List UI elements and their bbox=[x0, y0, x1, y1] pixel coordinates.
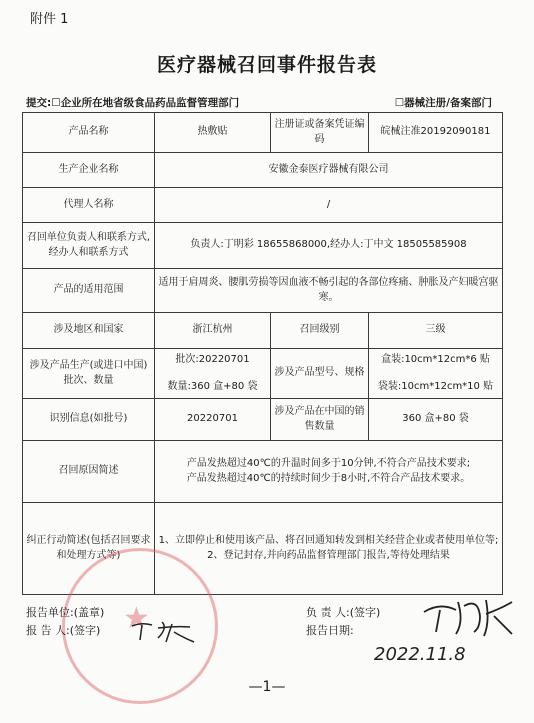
row-reason bbox=[23, 441, 503, 503]
reason-cell bbox=[155, 441, 503, 503]
report-unit-label: 报告单位:(盖章) bbox=[26, 606, 105, 619]
manufacturer-label: 生产企业名称 bbox=[23, 153, 155, 188]
model-label: 涉及产品型号、规格 bbox=[271, 349, 369, 399]
seal-star-icon: ★ bbox=[123, 601, 150, 636]
recall-report-table bbox=[22, 112, 503, 595]
row-scope bbox=[23, 269, 503, 313]
contact-value: 负责人:丁明彩 18655868000,经办人:丁中文 18505585908 bbox=[155, 223, 503, 269]
report-date-label: 报告日期: bbox=[306, 624, 354, 637]
action-label: 纠正行动简述(包括召回要求和处理方式等) bbox=[23, 503, 155, 595]
contact-label: 召回单位负责人和联系方式,经办人和联系方式 bbox=[23, 223, 155, 269]
spec-bag: 袋装:10cm*12cm*10 贴 bbox=[377, 380, 494, 392]
action-line-1: 1、立即停止和使用该产品、将召回通知转发到相关经营企业或者使用单位等; bbox=[158, 535, 499, 546]
batch-quantity: 数量:360 盒+80 袋 bbox=[167, 380, 258, 392]
reason-label: 召回原因简述 bbox=[23, 441, 155, 503]
submit-to-provincial: 提交:☐企业所在地省级食品药品监督管理部门 bbox=[26, 97, 240, 109]
spec-cell bbox=[369, 349, 503, 399]
row-region bbox=[23, 313, 503, 349]
reg-cert-value: 皖械注准20192090181 bbox=[369, 113, 503, 153]
batch-cell bbox=[155, 349, 271, 399]
row-batch bbox=[23, 349, 503, 399]
recall-level-label: 召回级别 bbox=[271, 313, 369, 349]
page-number: —1— bbox=[248, 679, 286, 695]
reason-line-1: 产品发热超过40℃的升温时间多于10分钟,不符合产品技术要求; bbox=[186, 458, 471, 469]
sales-value: 360 盒+80 袋 bbox=[369, 399, 503, 441]
scope-value: 适用于肩周炎、腰肌劳损等因血液不畅引起的各部位疼痛、肿胀及产妇暖宫驱寒。 bbox=[155, 269, 503, 313]
reporter-signature bbox=[128, 616, 200, 644]
handwritten-date-text: 2022.11.8 bbox=[374, 644, 466, 665]
batch-value: 批次:20220701 bbox=[175, 354, 250, 365]
document-title: 医疗器械召回事件报告表 bbox=[156, 54, 377, 76]
recall-level-value: 三级 bbox=[369, 313, 503, 349]
sales-label: 涉及产品在中国的销售数量 bbox=[271, 399, 369, 441]
product-name-label: 产品名称 bbox=[23, 113, 155, 153]
handwritten-date bbox=[372, 638, 472, 668]
spec-box: 盒装:10cm*12cm*6 贴 bbox=[381, 354, 490, 365]
row-agent bbox=[23, 188, 503, 223]
reason-line-2: 产品发热超过40℃的持续时间少于8小时,不符合产品技术要求。 bbox=[186, 472, 471, 484]
product-name-value: 热敷贴 bbox=[155, 113, 271, 153]
reporter-label: 报 告 人:(签字) bbox=[26, 624, 101, 637]
manufacturer-value: 安徽金泰医疗器械有限公司 bbox=[155, 153, 503, 188]
action-line-2: 2、登记封存,并向药品监督管理部门报告,等待处理结果 bbox=[207, 549, 450, 561]
row-contact bbox=[23, 223, 503, 269]
agent-value: / bbox=[155, 188, 503, 223]
row-manufacturer bbox=[23, 153, 503, 188]
region-value: 浙江杭州 bbox=[155, 313, 271, 349]
scope-label: 产品的适用范围 bbox=[23, 269, 155, 313]
batch-label: 涉及产品生产(或进口中国)批次、数量 bbox=[23, 349, 155, 399]
reg-cert-label: 注册证或备案凭证编码 bbox=[271, 113, 369, 153]
attachment-label: 附件 1 bbox=[30, 12, 69, 27]
row-product bbox=[23, 113, 503, 153]
row-identification bbox=[23, 399, 503, 441]
region-label: 涉及地区和国家 bbox=[23, 313, 155, 349]
action-cell bbox=[155, 503, 503, 595]
agent-label: 代理人名称 bbox=[23, 188, 155, 223]
id-label: 识别信息(如批号) bbox=[23, 399, 155, 441]
submit-to-registration: ☐器械注册/备案部门 bbox=[394, 97, 492, 109]
id-value: 20220701 bbox=[155, 399, 271, 441]
principal-signature bbox=[420, 592, 516, 638]
principal-label: 负 责 人:(签字) bbox=[306, 606, 381, 619]
